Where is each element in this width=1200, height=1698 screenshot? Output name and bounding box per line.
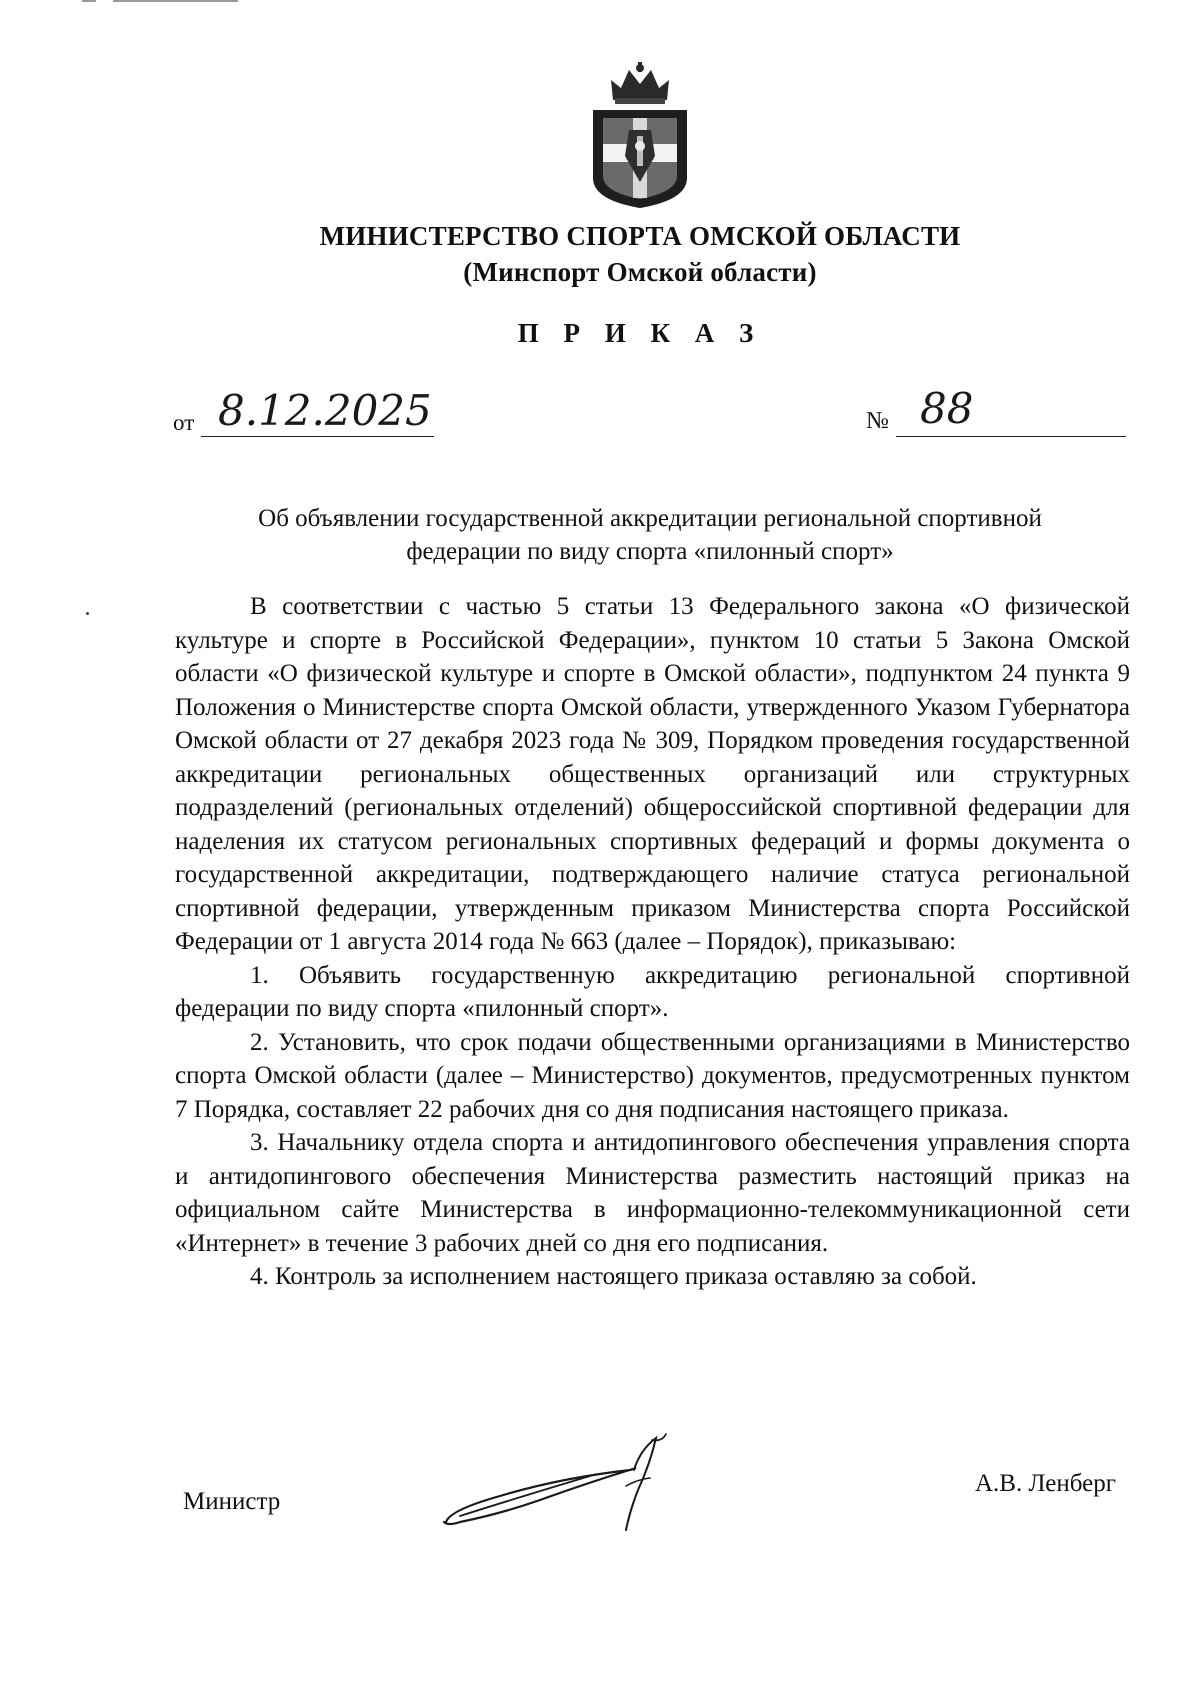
subject-line: федерации по виду спорта «пилонный спорт»: [406, 538, 894, 565]
order-item-3: 3. Начальнику отдела спорта и антидопингового обеспечения управления спорта и антидопингового обеспечения Министерства разместить настоящий приказ на официальном сайте Министерства в информационно-телекоммуникационной сети «Интернет» в течение 3 рабочих дней со дня его подписания.: [175, 1129, 1130, 1257]
date-value-handwritten: 8.12.2025: [218, 386, 432, 435]
order-item-4: 4. Контроль за исполнением настоящего приказа оставляю за собой.: [250, 1263, 977, 1290]
scan-edge-mark: [113, 0, 238, 2]
number-underline: [896, 436, 1126, 437]
signatory-role: Министр: [183, 1488, 281, 1515]
order-item-1: 1. Объявить государственную аккредитацию региональной спортивной федерации по виду спорта «пилонный спорт».: [175, 961, 1130, 1022]
preamble-paragraph: В соответствии с частью 5 статьи 13 Федерального закона «О физической культуре и спорте в Российской Федерации», пунктом 10 статьи 5 Закона Омской области «О физической культуре и спорте в Омской области», подпунктом 24 пункта 9 Положения о Министерстве спорта Омской области, утвержденного Указом Губернатора Омской области от 27 декабря 2023 года № 309, Порядком проведения государственной аккредитации региональных общественных организаций или структурных подразделений (региональных отделений) общероссийской спортивной федерации для наделения их статусом региональных спортивных федераций и формы документа о государственной аккредитации, подтверждающего наличие статуса региональной спортивной федерации, утвержденным приказом Министерства спорта Российской Федерации от 1 августа 2014 года № 663 (далее – Порядок), приказываю:: [175, 593, 1130, 955]
omsk-coat-of-arms-icon: [585, 60, 695, 210]
order-item-2: 2. Установить, что срок подачи общественными организациями в Министерство спорта Омской области (далее – Министерство) документов, предусмотренных пунктом 7 Порядка, составляет 22 рабочих дня со дня подписания настоящего приказа.: [175, 1028, 1130, 1123]
handwritten-signature-icon: [440, 1430, 700, 1540]
document-subject: [175, 502, 1125, 568]
document-body: [175, 590, 1130, 1294]
subject-line: Об объявлении государственной аккредитации региональной спортивной: [258, 505, 1042, 532]
date-label: от: [173, 410, 195, 435]
signatory-name: А.В. Ленберг: [975, 1470, 1116, 1497]
ministry-short-name: (Минспорт Омской области): [463, 257, 817, 287]
scan-speck: [86, 612, 89, 615]
date-underline: [201, 436, 434, 437]
ministry-title: МИНИСТЕРСТВО СПОРТА ОМСКОЙ ОБЛАСТИ: [319, 221, 961, 251]
number-label: №: [866, 408, 889, 434]
scan-edge-mark: [82, 0, 96, 2]
number-value-handwritten: 88: [920, 384, 974, 433]
document-kind: П Р И К А З: [517, 318, 763, 348]
